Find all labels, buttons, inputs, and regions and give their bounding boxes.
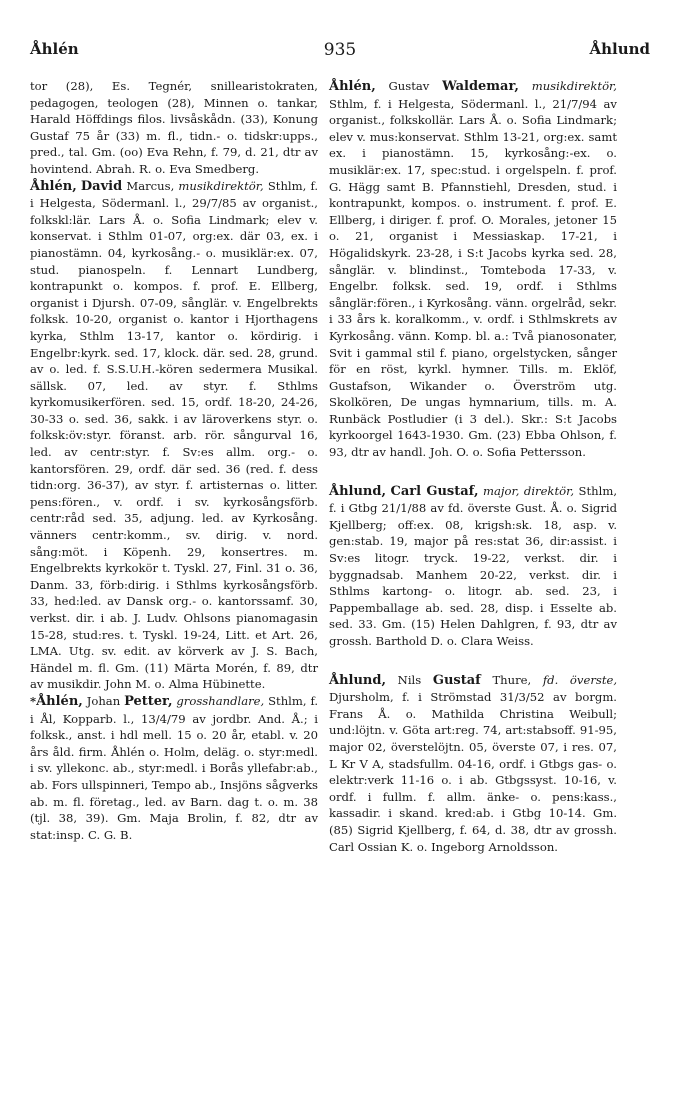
entry-nils-ahlund [329,672,617,856]
entry-given-bold: Petter, [124,693,173,709]
entry-gustav-ahlen [329,78,617,461]
entry-given-bold: Waldemar, [442,79,519,94]
entry-given-rest: Marcus, [126,178,175,193]
entry-title: major, direktör, [482,483,575,498]
entry-given-rest: Nils [397,672,422,687]
right-column [329,78,617,855]
entry-given-rest: Thure, [492,672,532,687]
entry-title: grosshandlare, [176,693,265,708]
left-column [30,78,318,843]
entry-surname: Åhlén, [30,178,77,194]
entry-title: fd. överste, [542,672,618,687]
entry-text: Sthlm, f. i Helgesta, Södermanl. l., 21/7/94 av organist., folkskollär. Lars Å. o. Sofia Lindmark; elev v. mus:konservat. Sthlm 13-21, org:ex. samt ex. i pianostämn. 15, kyrkosång:-ex. o. musiklär:ex. 17, spec:stud. i orgelspeln. f. prof. G. Hägg samt B. Pfannstiehl, Dresden, stud. i kontrapunkt, kompos. o. instrument. f. prof. E. Ellberg, i diriger. f. prof. O. Morales, jetoner 15 o. 21, organist i Messiaskap. 17-21, i Högalidskyrk. 23-28, i S:t Jacobs kyrka sed. 28, sånglär. v. blindinst., Tomteboda 17-33, v. Engelbr. folksk. sed. 19, ordf. i Sthlms sånglär:fören., i Kyrkosång. vänn. orgelråd, sekr. i 33 års k. koralkomm., v. ordf. i Sthlmskrets av Kyrkosång. vänn. Komp. bl. a.: Två pianosonater, Svit i gammal stil f. piano, orgelstycken, sånger för en röst, kyrkl. hymner. Tills. m. Eklöf, Gustafson, Wikander o. Överström utg. Skolkören, De ungas hymnarium, tills. m. A. Runbäck Postludier (i 3 del.). Skr.: S:t Jacobs kyrkoorgel 1643-1930. Gm. (23) Ebba Ohlson, f. 93, dtr av handl. Joh. O. o. Sofia Pettersson. [329,96,617,460]
header-right-keyword: Åhlund [589,40,650,58]
entry-carl-ahlund [329,483,617,650]
entry-johan-ahlen [30,693,318,843]
entry-surname: Åhlund, [329,483,386,499]
entry-surname: Åhlén, [36,693,83,709]
entry-text: Sthlm, f. i Helgesta, Södermanl. l., 29/7/85 av organist., folkskl:lär. Lars Å. o. Sofia Lindmark; elev v. konservat. i Sthlm 01-07, org:ex. där 03, ex. i pianostämn. 04, kyrkosång.- o. musiklär:ex. 07, stud. pianospeln. f. Lennart Lundberg, kontrapunkt o. kompos. f. prof. E. Ellberg, organist i Djursh. 07-09, sånglär. v. Engelbrekts folksk. 10-20, organist o. kantor i Hjorthagens kyrka, Sthlm 13-17, kantor o. kördirig. i Engelbr:kyrk. sed. 17, klock. där. sed. 28, grund. av o. led. f. S.S.U.H.-kören sedermera Musikal. sällsk. 07, led. av styr. f. Sthlms kyrkomusikerfören. sed. 15, ordf. 18-20, 24-26, 30-33 o. sed. 36, sakk. i av läroverkens styr. o. folksk:öv:styr. föranst. arb. rör. sångurval 16, led. av centr:styr. f. Sv:es allm. org.- o. kantorsfören. 29, ordf. där sed. 36 (red. f. dess tidn:org. 36-37), av styr. f. artisternas o. litter. pens:fören., v. ordf. i sv. kyrkosångsförb. centr:råd sed. 35, adjung. led. av Kyrkosång. vänners centr:komm., sv. dirig. v. nord. sång:möt. i Köpenh. 29, konsertres. m. Engelbrekts kyrkokör t. Tyskl. 27, Finl. 31 o. 36, Danm. 33, förb:dirig. i Sthlms kyrkosångsförb. 33, hed:led. av Dansk org.- o. kantorssamf. 30, verkst. dir. i ab. J. Ludv. Ohlsons pianomagasin 15-28, stud:res. t. Tyskl. 19-24, Litt. et Art. 26, LMA. Utg. sv. edit. av körverk av J. S. Bach, Händel m. fl. Gm. (11) Märta Morén, f. 89, dtr av musikdir. John M. o. Alma Hübinette. [30,178,319,692]
entry-title: musikdirektör, [178,178,264,193]
entry-given-bold: Carl Gustaf, [390,483,479,499]
entry-title: musikdirektör, [531,79,617,93]
asterisk-marker: * [30,693,37,708]
page-header [30,40,650,64]
entry-david-ahlen [30,178,318,693]
entry-surname: Åhlund, [329,672,386,688]
header-left-keyword: Åhlén [30,40,79,58]
entry-surname: Åhlén, [329,79,376,94]
continuation-text: tor (28), Es. Tegnér, snillearistokraten, pedagogen, teologen (28), Minnen o. tankar, Harald Höffdings filos. livsåskådn. (33), Konung Gustaf 75 år (33) m. fl., tidn.- o. tidskr:upps., pred., tal. Gm. (oo) Eva Rehn, f. 79, d. 21, dtr av hovintend. Abrah. R. o. Eva Smedberg. [30,79,318,176]
page-number: 935 [323,40,357,60]
entry-text: Sthlm, f. i Ål, Kopparb. l., 13/4/79 av jordbr. And. Å.; i folksk., anst. i hdl mell. 15 o. 20 år, etabl. v. 20 års åld. firm. Åhlén o. Holm, deläg. o. styr:medl. i sv. yllekonc. ab., styr:medl. i Borås yllefabr:ab., ab. Fors ullspinneri, Tempo ab., Insjöns sågverks ab. m. fl. företag., led. av Barn. dag t. o. m. 38 (tjl. 38, 39). Gm. Maja Brolin, f. 82, dtr av stat:insp. C. G. B. [30,693,319,842]
entry-given-bold: Gustaf [432,672,481,688]
entry-given-rest: Gustav [388,79,430,93]
entry-given-bold: David [80,178,123,194]
entry-text: Sthlm, f. i Gtbg 21/1/88 av fd. överste Gust. Å. o. Sigrid Kjellberg; off:ex. 08, krigsh:sk. 18, asp. v. gen:stab. 19, major på res:stat 36, dir:assist. i Sv:es litogr. tryck. 19-22, verkst. dir. i byggnadsab. Manhem 20-22, verkst. dir. i Sthlms kartong- o. litogr. ab. sed. 23, i Pappemballage ab. sed. 28, disp. i Esselte ab. sed. 33. Gm. (15) Helen Dahlgren, f. 93, dtr av grossh. Barthold D. o. Clara Weiss. [329,483,618,648]
entry-text: Djursholm, f. i Strömstad 31/3/52 av borgm. Frans Å. o. Mathilda Christina Weibull; und:löjtn. v. Göta art:reg. 74, art:stabsoff. 91-95, major 02, överstelöjtn. 05, överste 07, i res. 07, L Kr V A, stadsfullm. 04-16, ordf. i Gtbgs gas- o. elektr:verk 11-16 o. i ab. Gtbgssyst. 10-16, v. ordf. i fullm. f. allm. änke- o. pens:kass., kassadir. i skand. kred:ab. i Gtbg 10-14. Gm. (85) Sigrid Kjellberg, f. 64, d. 38, dtr av grossh. Carl Ossian K. o. Ingeborg Arnoldsson. [329,690,617,854]
entry-given-rest: Johan [86,693,121,708]
